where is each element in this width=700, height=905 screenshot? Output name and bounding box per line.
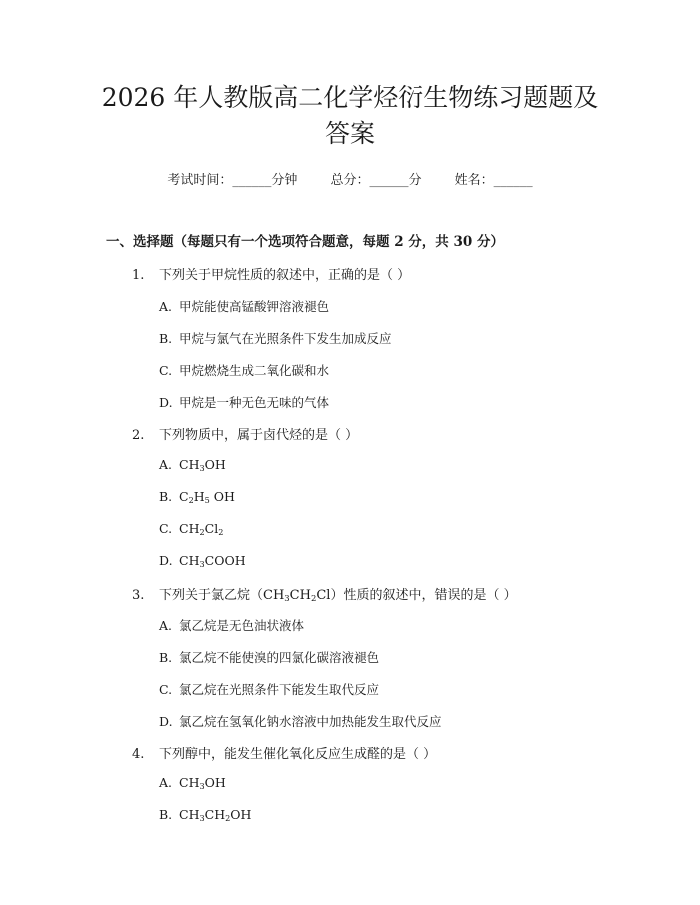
option-text: $CH_3CH_2OH$ — [179, 807, 252, 824]
option-letter: A. — [159, 618, 173, 633]
option-text: 氯乙烷是无色油状液体 — [179, 618, 305, 633]
question-text: 下列醇中，能发生催化氧化反应生成醛的是（ ） — [159, 747, 437, 762]
question-4-option-a — [159, 775, 226, 790]
total-score-field: 总分：______分 — [330, 173, 422, 188]
option-text: 甲烷是一种无色无味的气体 — [179, 395, 330, 410]
option-letter: D. — [159, 714, 173, 729]
question-text: 下列关于甲烷性质的叙述中，正确的是（ ） — [159, 268, 411, 283]
option-letter: C. — [159, 521, 173, 536]
title-line-1: 2026 年人教版高二化学烃衍生物练习题题及 — [101, 83, 599, 112]
question-1-option-b — [159, 329, 392, 347]
question-3-option-b — [159, 648, 379, 666]
question-4-option-b — [159, 807, 251, 822]
question-number: 3. — [132, 588, 145, 603]
option-text: $CH_3COOH$ — [179, 553, 246, 570]
option-text: 甲烷与氯气在光照条件下发生加成反应 — [179, 331, 392, 346]
option-letter: C. — [159, 363, 173, 378]
question-1-option-d — [159, 393, 329, 411]
option-text: $CH_3OH$ — [179, 457, 226, 474]
question-2-option-c — [159, 521, 223, 536]
exam-meta — [0, 169, 700, 188]
question-1-option-c — [159, 361, 329, 379]
question-2-option-d — [159, 553, 246, 568]
name-field: 姓名：______ — [454, 173, 533, 188]
option-text: $CH_2Cl_2$ — [179, 521, 224, 538]
option-letter: B. — [159, 331, 173, 346]
section-heading-choice: 一、选择题（每题只有一个选项符合题意，每题 2 分，共 30 分） — [106, 234, 504, 250]
option-letter: C. — [159, 682, 173, 697]
option-letter: D. — [159, 553, 173, 568]
question-2-option-a — [159, 457, 226, 472]
question-text: 下列物质中，属于卤代烃的是（ ） — [159, 428, 359, 443]
option-text: 氯乙烷不能使溴的四氯化碳溶液褪色 — [179, 650, 380, 665]
question-4 — [132, 743, 436, 762]
question-number: 1. — [132, 268, 145, 283]
option-text: 甲烷能使高锰酸钾溶液褪色 — [179, 299, 330, 314]
option-text: 甲烷燃烧生成二氧化碳和水 — [179, 363, 330, 378]
question-2 — [132, 424, 358, 443]
question-3-option-d — [159, 712, 442, 730]
question-number: 2. — [132, 428, 145, 443]
question-1 — [132, 264, 410, 283]
option-text: $C_2H_5$ OH — [179, 489, 235, 506]
option-text: 氯乙烷在氢氧化钠水溶液中加热能发生取代反应 — [179, 714, 442, 729]
option-text: $CH_3OH$ — [179, 775, 226, 792]
title-line-2: 答案 — [324, 119, 375, 148]
question-number: 4. — [132, 747, 145, 762]
option-text: 氯乙烷在光照条件下能发生取代反应 — [179, 682, 380, 697]
question-text: 下列关于氯乙烷$(CH_3CH_2Cl)$性质的叙述中，错误的是（ ） — [159, 588, 517, 604]
exam-time-field: 考试时间：______分钟 — [167, 173, 298, 188]
option-letter: B. — [159, 807, 173, 822]
option-letter: A. — [159, 457, 173, 472]
question-1-option-a — [159, 297, 329, 315]
question-3-option-a — [159, 616, 304, 634]
option-letter: B. — [159, 650, 173, 665]
question-3-option-c — [159, 680, 379, 698]
document-title — [60, 80, 640, 152]
option-letter: D. — [159, 395, 173, 410]
option-letter: A. — [159, 775, 173, 790]
question-2-option-b — [159, 489, 235, 504]
option-letter: B. — [159, 489, 173, 504]
option-letter: A. — [159, 299, 173, 314]
question-3 — [132, 584, 517, 603]
